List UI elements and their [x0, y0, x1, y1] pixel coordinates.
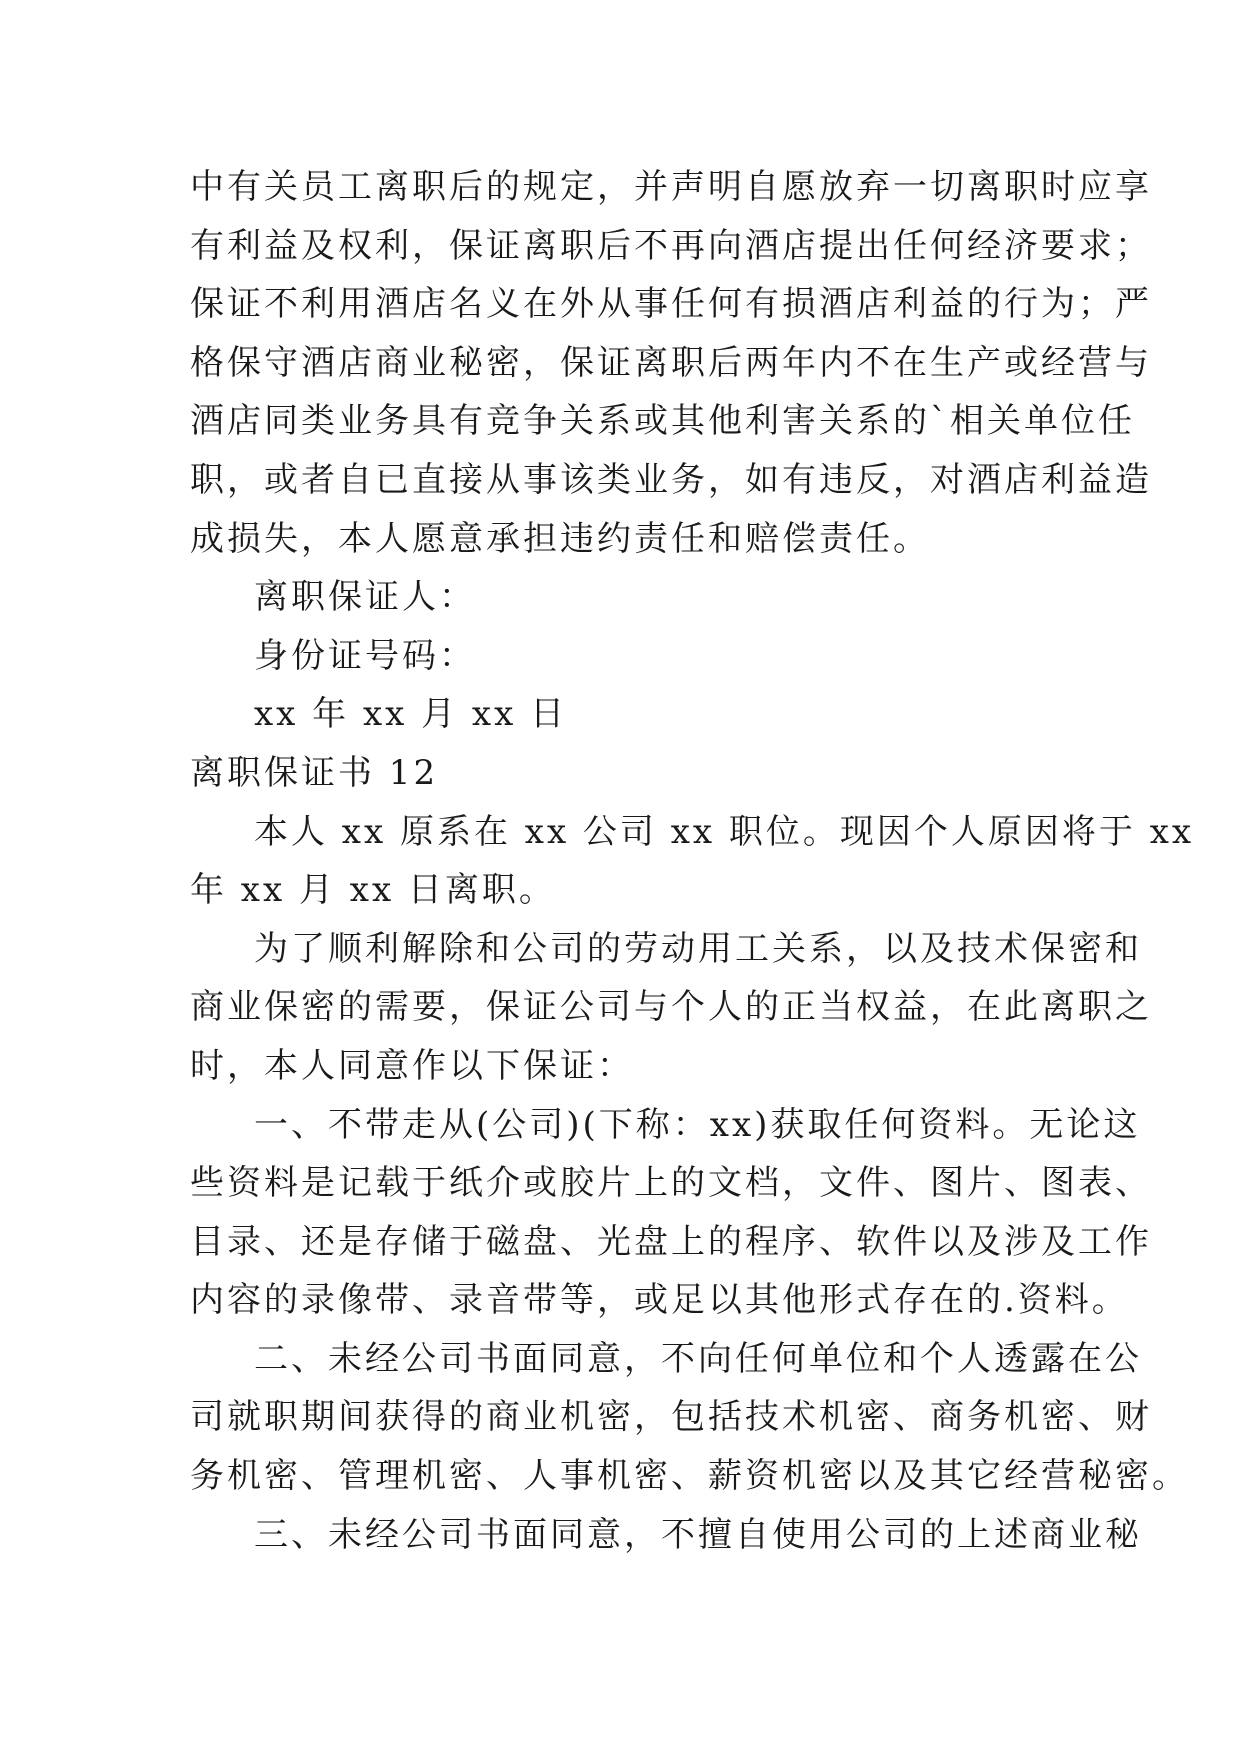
document-body	[190, 158, 1195, 1564]
text-line: 目录、还是存储于磁盘、光盘上的程序、软件以及涉及工作	[190, 1221, 1152, 1262]
text-line: 离职保证人：	[254, 577, 476, 618]
text-line: 离职保证书 12	[190, 752, 439, 793]
text-line: 职，或者自已直接从事该类业务，如有违反，对酒店利益造	[190, 459, 1152, 500]
text-line: 中有关员工离职后的规定，并声明自愿放弃一切离职时应享	[190, 167, 1152, 207]
text-line: 些资料是记载于纸介或胶片上的文档，文件、图片、图表、	[190, 1163, 1152, 1204]
text-line: 一、不带走从(公司)(下称：xx)获取任何资料。无论这	[254, 1104, 1141, 1145]
text-line: 保证不利用酒店名义在外从事任何有损酒店利益的行为；严	[190, 284, 1152, 325]
text-line: 有利益及权利，保证离职后不再向酒店提出任何经济要求；	[190, 225, 1152, 266]
text-line: 为了顺利解除和公司的劳动用工关系，以及技术保密和	[254, 928, 1142, 969]
text-line: 二、未经公司书面同意，不向任何单位和个人透露在公	[254, 1338, 1142, 1379]
text-line: xx 年 xx 月 xx 日	[254, 694, 568, 735]
text-line: 成损失，本人愿意承担违约责任和赔偿责任。	[190, 518, 930, 559]
text-line: 司就职期间获得的商业机密，包括技术机密、商务机密、财	[190, 1397, 1152, 1438]
text-line: 务机密、管理机密、人事机密、薪资机密以及其它经营秘密。	[190, 1456, 1189, 1497]
text-line: 三、未经公司书面同意，不擅自使用公司的上述商业秘	[254, 1514, 1142, 1555]
text-line: 身份证号码：	[254, 635, 476, 676]
text-line: 格保守酒店商业秘密，保证离职后两年内不在生产或经营与	[190, 342, 1152, 383]
text-line: 酒店同类业务具有竞争关系或其他利害关系的`相关单位任	[190, 401, 1135, 442]
text-line: 内容的录像带、录音带等，或足以其他形式存在的.资料。	[190, 1280, 1129, 1321]
text-line: 时，本人同意作以下保证：	[190, 1045, 634, 1086]
text-line: 本人 xx 原系在 xx 公司 xx 职位。现因个人原因将于 xx	[254, 811, 1195, 852]
text-line: 商业保密的需要，保证公司与个人的正当权益，在此离职之	[190, 987, 1152, 1028]
text-line: 年 xx 月 xx 日离职。	[190, 870, 556, 911]
